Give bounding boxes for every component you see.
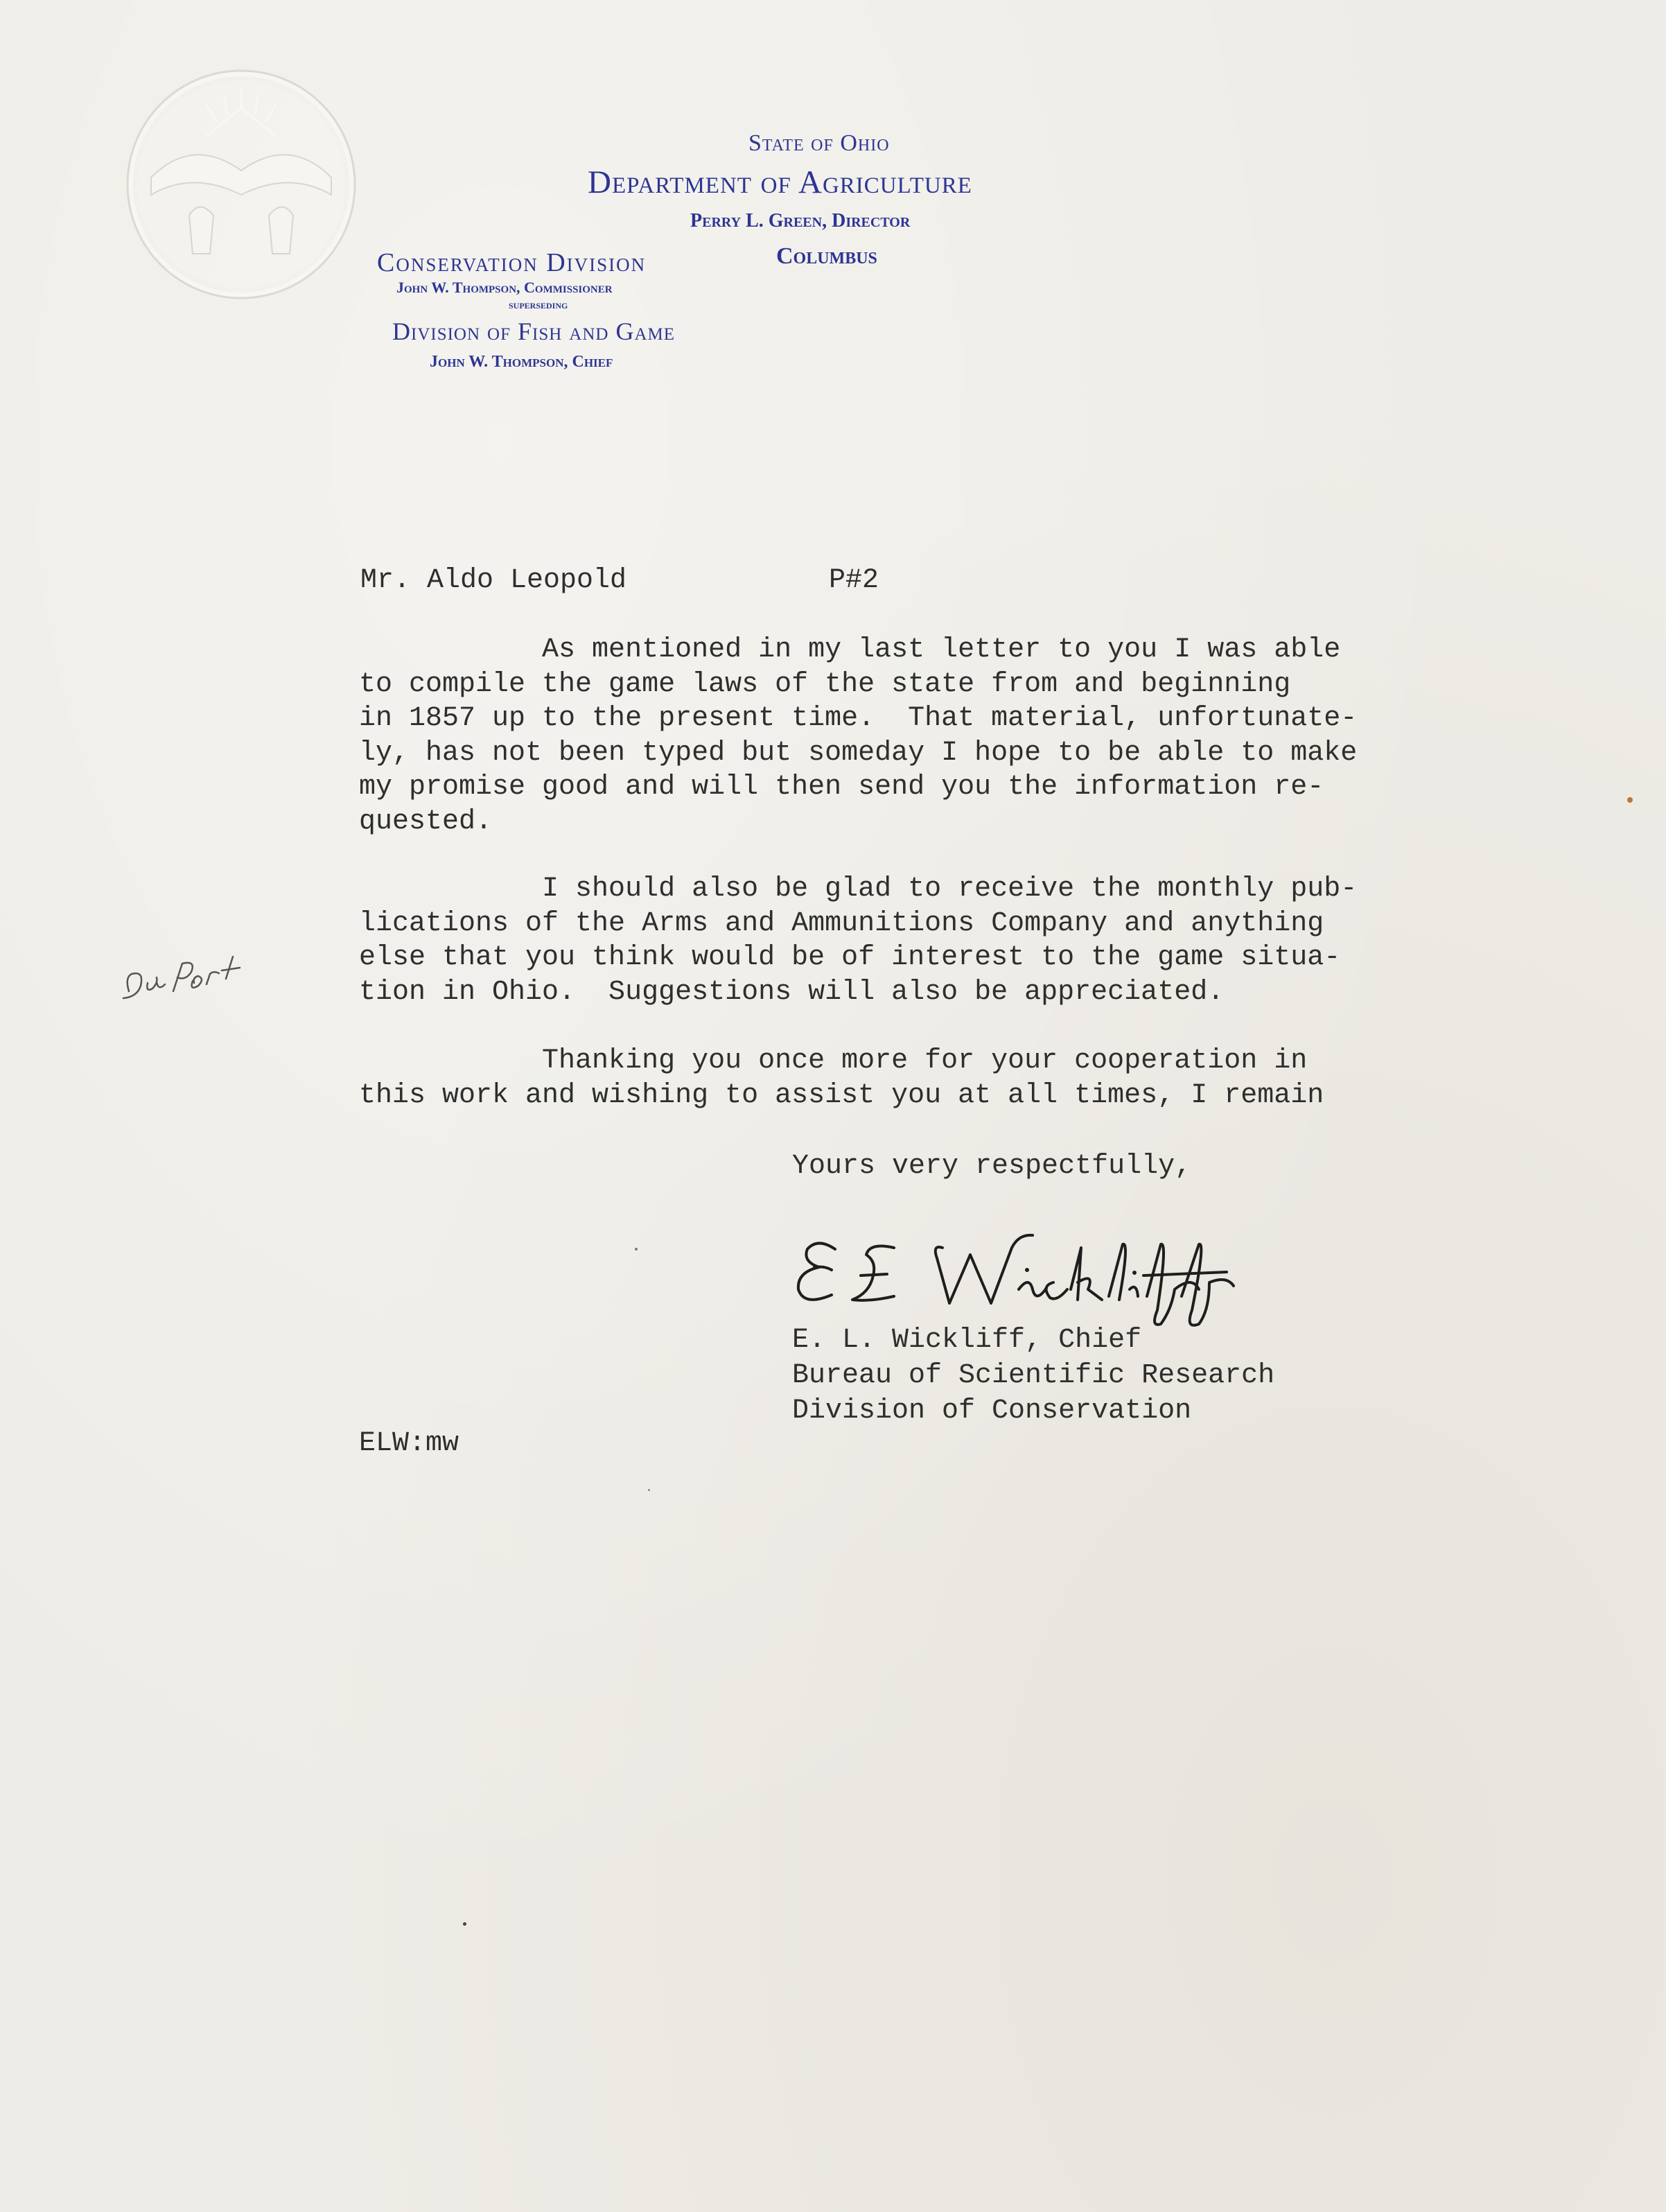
signature-block (792, 1323, 1274, 1429)
closing: Yours very respectfully, (792, 1151, 1192, 1182)
letterhead-division: Conservation Division (377, 248, 647, 277)
handwritten-signature (783, 1206, 1282, 1331)
letterhead-state: State of Ohio (748, 130, 890, 156)
paper-speck (1627, 797, 1633, 803)
typist-initials: ELW:mw (359, 1428, 459, 1459)
letterhead-chief: John W. Thompson, Chief (430, 353, 613, 371)
signer-division: Division of Conservation (792, 1395, 1192, 1427)
body-paragraph: I should also be glad to receive the monthly pub- lications of the Arms and Ammunitions Company and anything else that you think would be of interest to the game situa- tion in Ohio. Suggestions will also be appreciated. (359, 873, 1358, 1008)
margin-handwritten-note (116, 943, 255, 1012)
body-paragraph: As mentioned in my last letter to you I was able to compile the game laws of the state from and beginning in 1857 up to the present time. That material, unfortunate- ly, has not been typed but someday I hope to be able to make my promise good and will then send you the information re- quested. (359, 634, 1358, 837)
letterhead-department: Department of Agriculture (588, 164, 972, 200)
letterhead-city: Columbus (776, 243, 877, 269)
letterhead-director: Perry L. Green, Director (690, 210, 911, 232)
body-paragraph: Thanking you once more for your cooperation in this work and wishing to assist you at all times, I remain (359, 1045, 1324, 1111)
letterhead-former-division: Division of Fish and Game (392, 317, 676, 345)
paper-speck (463, 1922, 466, 1926)
signer-name: E. L. Wickliff, Chief (792, 1325, 1142, 1356)
addressee: Mr. Aldo Leopold (360, 565, 627, 596)
paper-speck (635, 1248, 638, 1251)
signer-bureau: Bureau of Scientific Research (792, 1360, 1275, 1391)
letterhead-superseding: superseding (509, 298, 568, 311)
paper-speck (648, 1489, 650, 1491)
letterhead-commissioner: John W. Thompson, Commissioner (396, 279, 613, 296)
embossed-seal (123, 67, 359, 302)
page-number: P#2 (829, 565, 879, 596)
